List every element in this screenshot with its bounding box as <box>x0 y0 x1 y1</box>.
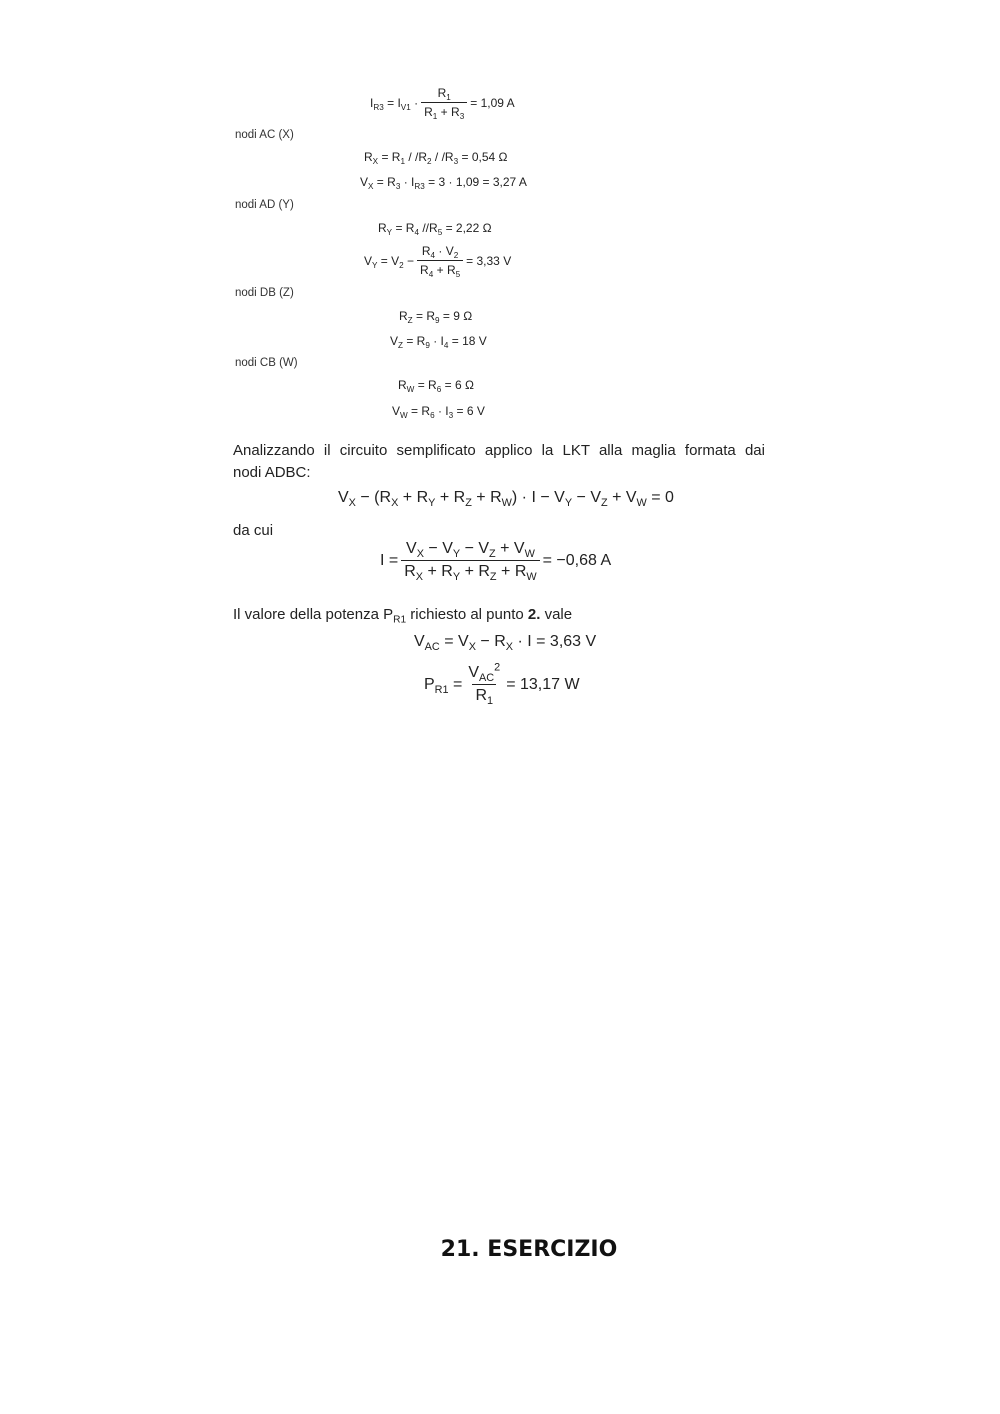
equation-vw: $V_W = R_6 \cdot I_3$ = 6 V <box>392 404 485 420</box>
vac-result: = 3,63 V <box>536 633 597 650</box>
label-nodi-ac: nodi AC (X) <box>235 129 294 141</box>
label-nodi-ad: nodi AD (Y) <box>235 199 294 211</box>
equation-vy: $V_Y = V_2$ − $\frac{R_4 \cdot V_2}{R_4 + R_5}$ = 3,33 V <box>364 244 512 279</box>
equation-maglia: $V_X - (R_X + R_Y + R_Z + R_W) \cdot I - V_Y - V_Z + V_W$ = 0 <box>338 489 674 509</box>
da-cui-text: da cui <box>233 522 274 539</box>
power-sentence: Il valore della potenza $P_{R1}$ richiesto al punto 2. vale <box>233 606 573 626</box>
vw-result: = 6 V <box>456 404 485 418</box>
vy-result: = 3,33 V <box>466 253 512 268</box>
equation-rw: $R_W = R_6$ = 6 Ω <box>398 378 474 394</box>
rw-result: = 6 Ω <box>444 378 474 392</box>
ir3-result: = 1,09 A <box>470 95 515 110</box>
analysis-line-1: Analizzando il circuito semplificato applico la LKT alla maglia formata dai <box>233 442 765 459</box>
ry-result: = 2,22 Ω <box>445 221 492 235</box>
pr1-result: = 13,17 W <box>506 675 580 693</box>
equation-rx: $R_X = R_1 / /R_2 / /R_3$ = 0,54 Ω <box>364 150 508 166</box>
equation-vz: $V_Z = R_9 \cdot I_4$ = 18 V <box>390 334 487 350</box>
label-nodi-db: nodi DB (Z) <box>235 287 294 299</box>
analysis-line-2: nodi ADBC: <box>233 464 311 481</box>
section-title: 21. ESERCIZIO <box>440 1237 618 1262</box>
equation-vx: $V_X = R_3 \cdot I_{R3}$ = 3 · 1,09 = 3,27 A <box>360 175 527 191</box>
equation-rz: $R_Z = R_9$ = 9 Ω <box>399 309 473 325</box>
label-nodi-cb: nodi CB (W) <box>235 357 298 369</box>
current-result: = −0,68 A <box>542 551 612 569</box>
equation-current: I = $\frac{V_X - V_Y - V_Z + V_W}{R_X + R_Y + R_Z + R_W}$ = −0,68 A <box>380 540 612 583</box>
maglia-result: = 0 <box>651 489 674 506</box>
rz-result: = 9 Ω <box>442 309 473 323</box>
equation-vac: $V_{AC} = V_X - R_X \cdot I$ = 3,63 V <box>414 633 597 653</box>
rx-result: = 0,54 Ω <box>461 150 508 164</box>
vx-result: = 3 · 1,09 = 3,27 A <box>428 175 527 189</box>
equation-pr1: $P_{R1}$ = $\frac{V_{AC}^2}{R_1}$ = 13,17 W <box>424 661 580 707</box>
vz-result: = 18 V <box>451 334 487 348</box>
equation-ry: $R_Y = R_4$ $//R_5$ = 2,22 Ω <box>378 221 492 237</box>
equation-ir3: $I_{R3} = I_{V1}$ · $\frac{R_1}{R_1 + R_3}$ = 1,09 A <box>370 86 515 121</box>
